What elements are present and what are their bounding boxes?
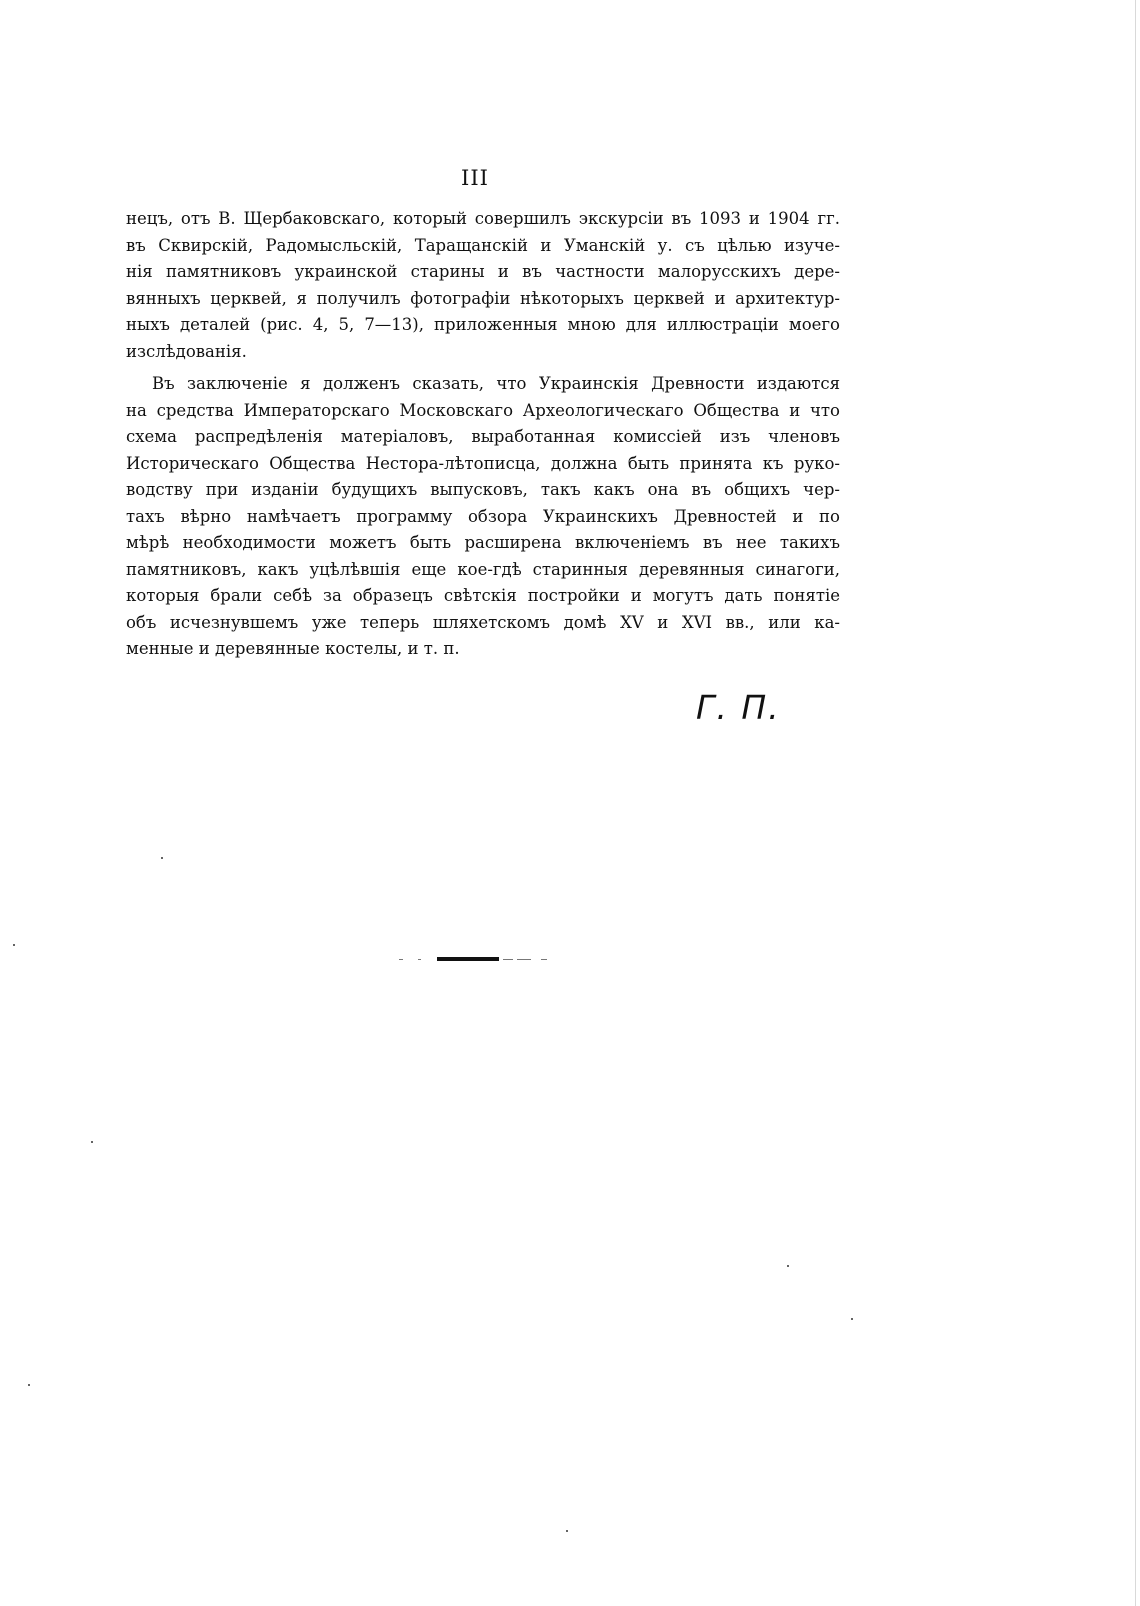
text-line: въ Сквирскій, Радомысльскій, Таращанскій и Уманскій у. съ цѣлью изуче-	[126, 235, 840, 255]
page-edge-line	[1135, 0, 1136, 1606]
page-number: III	[461, 166, 489, 190]
text-line: вянныхъ церквей, я получилъ фотографіи нѣкоторыхъ церквей и архитектур-	[126, 288, 840, 308]
text-line: памятниковъ, какъ уцѣлѣвшія еще кое-гдѣ старинныя деревянныя синагоги,	[126, 559, 840, 579]
rule-dash	[541, 959, 547, 960]
rule-bar	[437, 957, 499, 961]
text-line: мѣрѣ необходимости можетъ быть расширена включеніемъ въ нее такихъ	[126, 533, 840, 552]
paragraph-1	[126, 206, 840, 365]
scan-speck	[13, 944, 15, 946]
rule-dot	[418, 959, 421, 960]
text-line: нецъ, отъ В. Щербаковскаго, который совершилъ экскурсіи въ 1093 и 1904 гг.	[126, 209, 840, 228]
rule-dot	[399, 959, 403, 960]
rule-dash	[517, 959, 531, 960]
text-line: Историческаго Общества Нестора-лѣтописца, должна быть принята къ руко-	[126, 453, 840, 473]
scan-speck	[851, 1318, 853, 1320]
text-line: схема распредѣленія матеріаловъ, выработанная комиссіей изъ членовъ	[126, 427, 840, 446]
text-line: нія памятниковъ украинской старины и въ частности малорусскихъ дере-	[126, 262, 840, 281]
paragraph-2	[126, 371, 840, 663]
scan-speck	[28, 1384, 30, 1386]
author-initials: Г. П.	[696, 688, 781, 727]
text-line: водству при изданіи будущихъ выпусковъ, такъ какъ она въ общихъ чер-	[126, 480, 840, 499]
text-line: на средства Императорскаго Московскаго Археологическаго Общества и что	[126, 400, 840, 420]
text-line: объ исчезнувшемъ уже теперь шляхетскомъ домѣ XV и XVI вв., или ка-	[126, 612, 840, 632]
scan-speck	[161, 857, 163, 859]
scan-speck	[787, 1265, 789, 1267]
text-line: тахъ вѣрно намѣчаетъ программу обзора Украинскихъ Древностей и по	[126, 506, 840, 526]
text-line: которыя брали себѣ за образецъ свѣтскія постройки и могутъ дать понятіе	[126, 586, 840, 605]
text-line: менные и деревянные костелы, и т. п.	[126, 639, 460, 658]
rule-dash	[503, 959, 513, 960]
text-line: изслѣдованія.	[126, 341, 247, 361]
text-line: Въ заключеніе я долженъ сказать, что Украинскія Древности издаются	[152, 374, 840, 393]
scan-speck	[566, 1530, 568, 1532]
body-text	[126, 206, 840, 663]
text-line: ныхъ деталей (рис. 4, 5, 7—13), приложенныя мною для иллюстраціи моего	[126, 315, 840, 334]
scan-speck	[91, 1141, 93, 1143]
